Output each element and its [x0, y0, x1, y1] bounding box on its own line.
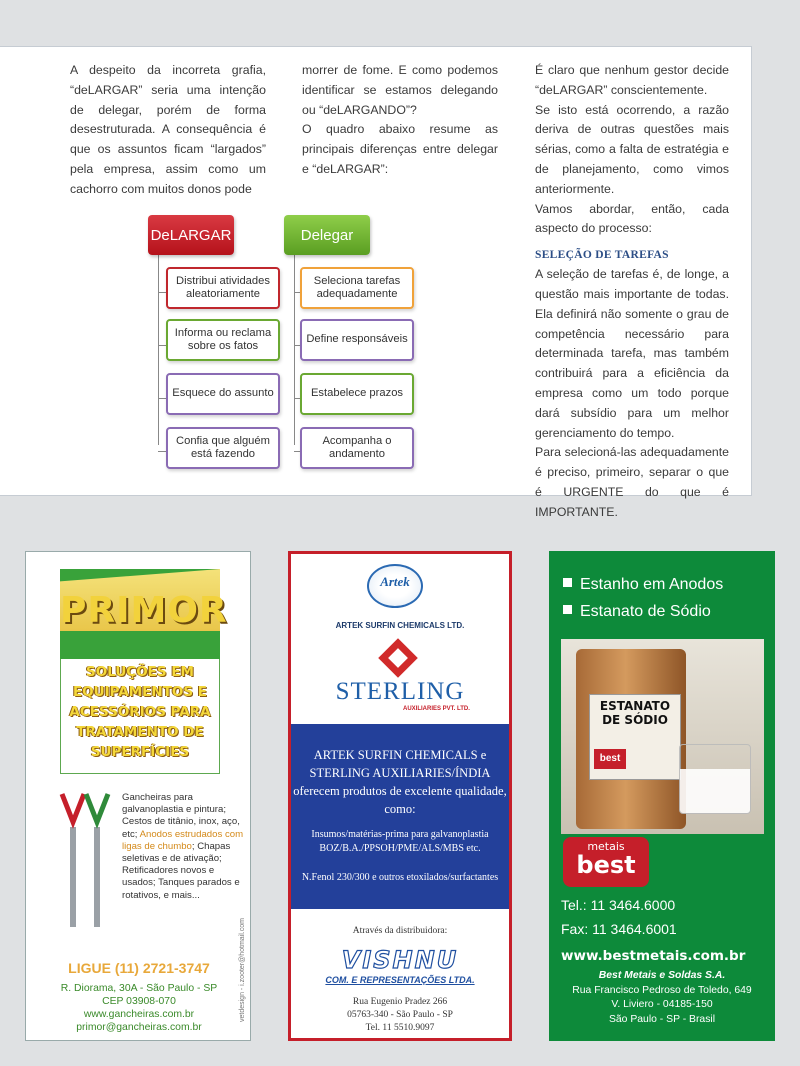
- primor-list-text: ; Chapas seletivas e de ativação; Retificadores novos e usados; Tanques parados e rotativos, e mais...: [122, 840, 240, 901]
- ad-primor[interactable]: [25, 551, 251, 1041]
- right-connector: [294, 255, 295, 445]
- primor-slogan: SOLUÇÕES EM EQUIPAMENTOS E ACESSÓRIOS PARA TRATAMENTO DE SUPERFÍCIES: [69, 664, 211, 760]
- artek-products: Insumos/matérias-prima para galvanoplastia BOZ/B.A./PPSOH/PME/ALS/MBS etc.: [311, 829, 489, 854]
- primor-address-block: [26, 982, 252, 1034]
- artek-offer-block: [291, 724, 509, 909]
- delargar-header: DeLARGAR: [148, 215, 234, 255]
- column-3-paragraph-3: Vamos abordar, então, cada aspecto do processo:: [535, 201, 729, 236]
- primor-side-credit: vetdesign - i.zooter@hotmail.com: [239, 918, 246, 1022]
- primor-list-highlight: Anodos estrudados com ligas de chumbo: [122, 828, 244, 852]
- delargar-item-1: Distribui atividades aleatoriamente: [166, 267, 280, 309]
- article-column-1: [70, 61, 266, 200]
- vishnu-address-block: [291, 996, 509, 1035]
- delegar-item-1: Seleciona tarefas adequadamente: [300, 267, 414, 309]
- drum-brand: best: [594, 749, 626, 769]
- primor-website[interactable]: www.gancheiras.com.br: [83, 1009, 195, 1020]
- connector-tick: [294, 292, 302, 293]
- artek-company-name: ARTEK SURFIN CHEMICALS LTD.: [335, 621, 465, 630]
- beaker-image: [679, 744, 751, 814]
- delegar-item-2: Define responsáveis: [300, 319, 414, 361]
- artek-products-2: N.Fenol 230/300 e outros etoxilados/surfactantes: [301, 872, 499, 883]
- delegar-item-3: Estabelece prazos: [300, 373, 414, 415]
- column-1-text: A despeito da incorreta grafia, “deLARGAR” seria uma intenção de delegar, porém de forma desestruturada. A consequência é que os assuntos ficam “largados” pela empresa, assim como um cachorro com muitos donos pode: [70, 63, 266, 196]
- vishnu-logo: VISHNU: [341, 946, 459, 974]
- column-3-paragraph-5: Para selecioná-las adequadamente é preciso, primeiro, separar o que é URGENTE do que é IMPORTANTE.: [535, 445, 729, 519]
- best-fax: Fax: 11 3464.6001: [561, 921, 677, 937]
- ad-artek-sterling[interactable]: [288, 551, 512, 1041]
- product-photo: [561, 639, 764, 834]
- best-company: Best Metais e Soldas S.A.: [598, 970, 726, 981]
- connector-tick: [294, 451, 302, 452]
- delargar-item-4: Confia que alguém está fazendo: [166, 427, 280, 469]
- article-column-2: [302, 61, 498, 180]
- best-address-block: [549, 969, 775, 1027]
- primor-product-list: [122, 792, 248, 902]
- vishnu-city: 05763-340 - São Paulo - SP: [347, 1010, 453, 1020]
- vishnu-street: Rua Eugenio Pradez 266: [352, 997, 448, 1007]
- connector-tick: [158, 292, 168, 293]
- column-3-paragraph-4: A seleção de tarefas é, de longe, a questão mais importante de todas. Ela definirá não somente o grau de competência necessário para determinada tarefa, mas também contribuirá para a eficiência da empresa como um todo porque dará subsídio para um melhor gerenciamento do tempo.: [535, 267, 729, 440]
- best-city: São Paulo - SP - Brasil: [608, 1013, 716, 1025]
- best-bullet-2: [563, 598, 763, 625]
- section-title: SELEÇÃO DE TAREFAS: [535, 249, 669, 262]
- column-3-paragraph-1: É claro que nenhum gestor decide “deLARGAR” conscientemente.: [535, 63, 729, 97]
- best-contact-block: [561, 893, 771, 941]
- primor-logo: PRIMOR: [60, 590, 228, 631]
- artek-headline: ARTEK SURFIN CHEMICALS e STERLING AUXILIARIES/ÍNDIA oferecem produtos de excelente qualidade, como:: [293, 748, 507, 816]
- delargar-item-2: Informa ou reclama sobre os fatos: [166, 319, 280, 361]
- artek-logo: [367, 564, 423, 608]
- gancheira-icon: [56, 792, 116, 932]
- column-3-paragraph-2: Se isto está ocorrendo, a razão deriva de outras questões mais sérias, como a falta de estratégia e de planejamento, como vimos anteriormente.: [535, 102, 729, 196]
- best-tel[interactable]: Tel.: 11 3464.6000: [561, 897, 676, 913]
- best-bullet-text: Estanho em Anodos: [580, 576, 724, 593]
- primor-phone[interactable]: LIGUE (11) 2721-3747: [68, 960, 210, 976]
- sterling-logo: STERLING: [335, 678, 465, 705]
- best-bullet-1: [563, 571, 763, 598]
- artek-distributor-label: Através da distribuidora:: [352, 926, 448, 936]
- primor-address: R. Diorama, 30A - São Paulo - SP: [60, 983, 218, 994]
- sterling-subtitle: AUXILIARIES PVT. LTD.: [403, 706, 470, 712]
- delegar-item-4: Acompanha o andamento: [300, 427, 414, 469]
- column-2-paragraph-2: O quadro abaixo resume as principais diferenças entre delegar e “deLARGAR”:: [302, 122, 498, 176]
- best-logo-top: metais: [587, 840, 625, 853]
- best-logo-main: best: [576, 851, 636, 879]
- best-district: V. Liviero - 04185-150: [611, 999, 713, 1010]
- left-connector: [158, 255, 159, 445]
- delegar-header: Delegar: [284, 215, 370, 255]
- article-column-3: [535, 61, 729, 523]
- connector-tick: [294, 345, 302, 346]
- drum-label: [589, 694, 681, 780]
- primor-cep: CEP 03908-070: [102, 996, 176, 1007]
- article-panel: [0, 46, 752, 519]
- drum-label-title: ESTANATO DE SÓDIO: [599, 699, 671, 727]
- sterling-logo-icon: [378, 638, 418, 678]
- vishnu-subtitle: COM. E REPRESENTAÇÕES LTDA.: [325, 975, 475, 985]
- bullet-square-icon: [563, 578, 572, 587]
- best-street: Rua Francisco Pedroso de Toledo, 649: [572, 984, 752, 996]
- primor-email[interactable]: primor@gancheiras.com.br: [76, 1022, 202, 1033]
- primor-list-text: Gancheiras para galvanoplastia e pintura; Cestos de titânio, inox, aço, etc;: [122, 792, 240, 840]
- best-bullet-text: Estanato de Sódio: [580, 603, 711, 620]
- connector-tick: [158, 345, 168, 346]
- delargar-item-3: Esquece do assunto: [166, 373, 280, 415]
- connector-tick: [294, 398, 302, 399]
- best-bullet-list: [563, 571, 763, 625]
- connector-tick: [158, 398, 168, 399]
- bullet-square-icon: [563, 605, 572, 614]
- column-2-paragraph-1: morrer de fome. E como podemos identificar se estamos delegando ou “deLARGANDO”?: [302, 63, 498, 117]
- ad-best-metais[interactable]: [549, 551, 775, 1041]
- best-website[interactable]: www.bestmetais.com.br: [561, 948, 746, 964]
- artek-logo-text: Artek: [380, 574, 410, 589]
- connector-tick: [158, 451, 168, 452]
- best-logo: [563, 837, 649, 887]
- vishnu-phone[interactable]: Tel. 11 5510.9097: [365, 1023, 435, 1033]
